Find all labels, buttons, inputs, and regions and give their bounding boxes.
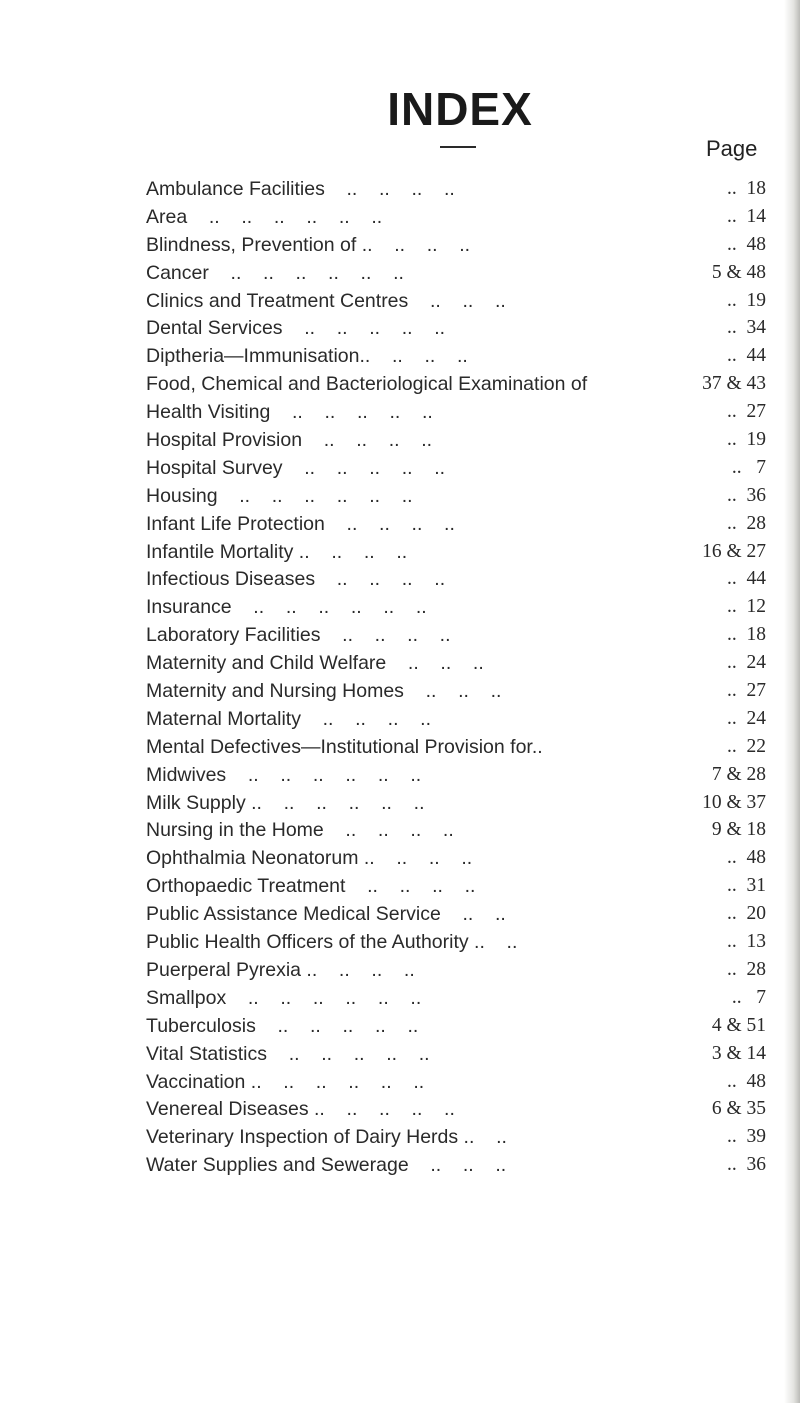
index-entry <box>0 427 800 455</box>
index-entry-page: .. 12 <box>727 596 766 618</box>
index-entry-page: .. 27 <box>727 401 766 423</box>
index-entry-page: 37 & 43 <box>702 373 766 395</box>
index-entry-label: Maternity and Child Welfare .. .. .. <box>146 652 484 675</box>
index-entry <box>0 204 800 232</box>
index-entry <box>0 1041 800 1069</box>
index-entry-page: .. 22 <box>727 735 766 757</box>
index-entry-page: .. 27 <box>727 680 766 702</box>
index-entry-page: .. 28 <box>727 512 766 534</box>
index-entry <box>0 622 800 650</box>
index-entry-label: Clinics and Treatment Centres .. .. .. <box>146 289 506 312</box>
index-entry-label: Hospital Survey .. .. .. .. .. <box>146 456 446 479</box>
index-entry-page: 16 & 27 <box>702 540 766 562</box>
index-entry <box>0 1124 800 1152</box>
index-entry <box>0 455 800 483</box>
index-entry-label: Orthopaedic Treatment .. .. .. .. <box>146 875 476 898</box>
index-entry <box>0 1069 800 1097</box>
index-entry <box>0 483 800 511</box>
index-entry-label: Mental Defectives—Institutional Provision for.. <box>146 735 543 758</box>
index-entry-label: Midwives .. .. .. .. .. .. <box>146 763 422 786</box>
index-entry-page: .. 48 <box>727 233 766 255</box>
index-entry-page: .. 44 <box>727 345 766 367</box>
index-entry-label: Area .. .. .. .. .. .. <box>146 205 383 228</box>
index-entry <box>0 1013 800 1041</box>
index-entry-page: .. 36 <box>727 1154 766 1176</box>
index-entry-page: 3 & 14 <box>711 1042 766 1064</box>
index-entry <box>0 790 800 818</box>
index-entry-page: 10 & 37 <box>702 791 766 813</box>
index-entry-page: .. 20 <box>727 903 766 925</box>
page-title: INDEX <box>387 83 533 135</box>
index-entry <box>0 539 800 567</box>
index-entry-page: .. 24 <box>727 652 766 674</box>
title-underline <box>440 146 476 148</box>
page-column-header: Page <box>706 136 758 161</box>
index-entry-label: Maternal Mortality .. .. .. .. <box>146 707 431 730</box>
index-entry <box>0 706 800 734</box>
index-entry-label: Public Health Officers of the Authority .. .. <box>146 931 518 954</box>
index-entry-page: 9 & 18 <box>711 819 766 841</box>
index-entry-page: .. 48 <box>727 1070 766 1092</box>
index-entry-page: 7 & 28 <box>711 763 766 785</box>
index-entry-label: Hospital Provision .. .. .. .. <box>146 429 433 452</box>
index-entry-page: .. 18 <box>727 178 766 199</box>
index-entry-label: Nursing in the Home .. .. .. .. <box>146 819 454 842</box>
index-entry <box>0 288 800 316</box>
index-entry <box>0 929 800 957</box>
index-entry-label: Infectious Diseases .. .. .. .. <box>146 568 446 591</box>
index-entry-label: Dental Services .. .. .. .. .. <box>146 317 446 340</box>
index-entry-label: Ambulance Facilities .. .. .. .. <box>146 178 455 200</box>
index-entry <box>0 985 800 1013</box>
index-entry-label: Laboratory Facilities .. .. .. .. <box>146 624 451 647</box>
index-entry-label: Infantile Mortality .. .. .. .. <box>146 540 408 563</box>
index-entry <box>0 260 800 288</box>
index-entry <box>0 511 800 539</box>
index-entry-page: .. 44 <box>727 568 766 590</box>
index-entry <box>0 343 800 371</box>
index-entry-label: Venereal Diseases .. .. .. .. .. <box>146 1098 455 1121</box>
index-entry-label: Diptheria—Immunisation.. .. .. .. <box>146 345 468 368</box>
index-entry-label: Housing .. .. .. .. .. .. <box>146 484 413 507</box>
index-entry <box>0 873 800 901</box>
index-entry-page: .. 36 <box>727 484 766 506</box>
index-entry-page: 5 & 48 <box>711 261 766 283</box>
index-entry-label: Insurance .. .. .. .. .. .. <box>146 596 427 619</box>
index-entry <box>0 678 800 706</box>
index-entry-page: 6 & 35 <box>711 1098 766 1120</box>
index-entry-label: Blindness, Prevention of .. .. .. .. <box>146 233 471 256</box>
index-entry-label: Water Supplies and Sewerage .. .. .. <box>146 1154 507 1177</box>
index-entry-label: Infant Life Protection .. .. .. .. <box>146 512 455 535</box>
index-entry-page: .. 13 <box>727 931 766 953</box>
index-entry <box>0 650 800 678</box>
index-entry-label: Food, Chemical and Bacteriological Examination of <box>146 373 588 396</box>
index-entry-label: Ophthalmia Neonatorum .. .. .. .. <box>146 847 473 870</box>
index-entry <box>0 1152 800 1180</box>
index-entry <box>0 315 800 343</box>
index-entry-page: .. 19 <box>727 289 766 311</box>
index-entry <box>0 734 800 762</box>
index-entry <box>0 399 800 427</box>
index-entry-label: Public Assistance Medical Service .. .. <box>146 903 506 926</box>
index-entry-page: .. 7 <box>731 986 766 1008</box>
index-entry-page: 4 & 51 <box>711 1014 766 1036</box>
index-entry <box>0 762 800 790</box>
index-entry-label: Vaccination .. .. .. .. .. .. <box>146 1070 425 1093</box>
index-entry <box>0 1096 800 1124</box>
index-entry-label: Maternity and Nursing Homes .. .. .. <box>146 680 502 703</box>
index-entry-page: .. 39 <box>727 1126 766 1148</box>
index-entry <box>0 957 800 985</box>
index-entry-label: Puerperal Pyrexia .. .. .. .. <box>146 958 415 981</box>
index-entry <box>0 817 800 845</box>
index-entry <box>0 845 800 873</box>
index-entry <box>0 901 800 929</box>
index-entry-page: .. 19 <box>727 429 766 451</box>
index-list <box>0 176 800 1180</box>
index-entry-label: Smallpox .. .. .. .. .. .. <box>146 986 422 1009</box>
index-entry-page: .. 7 <box>731 456 766 478</box>
index-entry-page: .. 18 <box>727 624 766 646</box>
index-entry-page: .. 28 <box>727 958 766 980</box>
index-entry-page: .. 24 <box>727 707 766 729</box>
index-entry <box>0 594 800 622</box>
index-entry-label: Health Visiting .. .. .. .. .. <box>146 401 433 424</box>
index-entry-label: Vital Statistics .. .. .. .. .. <box>146 1042 430 1065</box>
index-entry-page: .. 31 <box>727 875 766 897</box>
index-entry-page: .. 48 <box>727 847 766 869</box>
index-entry-page: .. 14 <box>727 205 766 227</box>
index-entry-label: Tuberculosis .. .. .. .. .. <box>146 1014 419 1037</box>
index-entry-label: Cancer .. .. .. .. .. .. <box>146 261 404 284</box>
index-entry <box>0 566 800 594</box>
index-entry <box>0 371 800 399</box>
index-entry <box>0 232 800 260</box>
index-entry-label: Milk Supply .. .. .. .. .. .. <box>146 791 425 814</box>
index-entry <box>0 176 800 204</box>
index-entry-label: Veterinary Inspection of Dairy Herds .. .. <box>146 1126 507 1149</box>
index-entry-page: .. 34 <box>727 317 766 339</box>
